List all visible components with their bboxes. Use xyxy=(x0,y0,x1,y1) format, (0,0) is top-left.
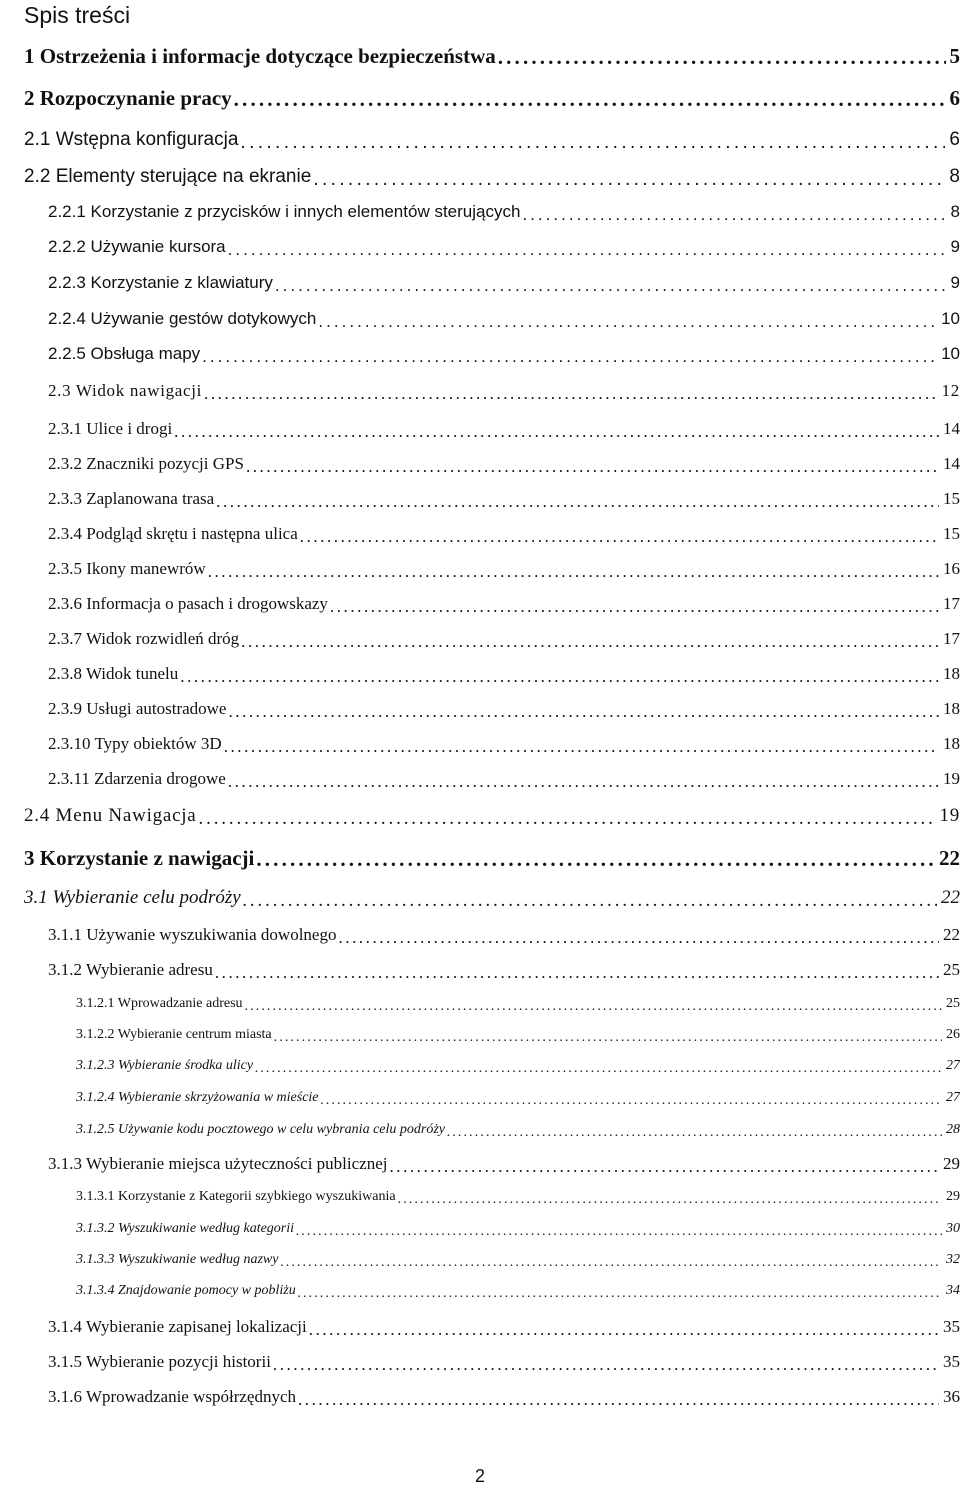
toc-entry[interactable] xyxy=(48,629,960,655)
toc-entry[interactable] xyxy=(48,344,960,370)
toc-entry-page: 36 xyxy=(941,1387,960,1407)
toc-entry-page: 35 xyxy=(941,1317,960,1337)
toc-entry-title: 2.2.4 Używanie gestów dotykowych xyxy=(48,309,316,329)
toc-leader xyxy=(447,1122,942,1144)
toc-entry-title: 3.1.2.1 Wprowadzanie adresu xyxy=(76,996,243,1012)
toc-entry-title: 3.1.5 Wybieranie pozycji historii xyxy=(48,1352,271,1372)
toc-entry[interactable] xyxy=(76,1122,960,1144)
toc-entry-title: 3.1.2.5 Używanie kodu pocztowego w celu wybrania celu podróży xyxy=(76,1122,445,1138)
toc-entry[interactable] xyxy=(48,1387,960,1413)
toc-leader xyxy=(256,846,935,876)
toc-entry-title: 2 Rozpoczynanie pracy xyxy=(24,86,232,111)
toc-leader xyxy=(274,1027,942,1049)
toc-entry-page: 27 xyxy=(944,1090,960,1106)
toc-entry[interactable] xyxy=(76,1189,960,1211)
toc-entry-title: 2.3.3 Zaplanowana trasa xyxy=(48,489,214,509)
toc-entry-title: 3.1 Wybieranie celu podróży xyxy=(24,887,241,909)
toc-leader xyxy=(280,1252,942,1274)
toc-entry-page: 18 xyxy=(941,699,960,719)
toc-entry-title: 2.3.7 Widok rozwidleń dróg xyxy=(48,629,239,649)
toc-entry-title: 3.1.4 Wybieranie zapisanej lokalizacji xyxy=(48,1317,307,1337)
toc-leader xyxy=(275,273,947,299)
toc-leader xyxy=(199,805,936,833)
toc-entry-title: 2.3.1 Ulice i drogi xyxy=(48,419,172,439)
toc-entry-page: 30 xyxy=(944,1221,960,1237)
toc-entry-title: 1 Ostrzeżenia i informacje dotyczące bezpieczeństwa xyxy=(24,44,496,69)
toc-leader xyxy=(228,237,947,263)
toc-leader xyxy=(321,1090,942,1112)
toc-leader xyxy=(298,1283,942,1305)
toc-entry[interactable] xyxy=(48,237,960,263)
toc-leader xyxy=(180,664,939,690)
toc-entry[interactable] xyxy=(48,309,960,335)
toc-entry[interactable] xyxy=(48,202,960,228)
toc-entry[interactable] xyxy=(48,273,960,299)
toc-entry[interactable] xyxy=(76,1283,960,1305)
toc-entry-title: 2.3.11 Zdarzenia drogowe xyxy=(48,769,226,789)
toc-entry-page: 34 xyxy=(944,1283,960,1299)
toc-entry[interactable] xyxy=(48,419,960,445)
toc-entry-title: 3.1.1 Używanie wyszukiwania dowolnego xyxy=(48,925,336,945)
toc-entry-page: 10 xyxy=(939,344,960,364)
toc-entry[interactable] xyxy=(24,805,960,833)
toc-entry[interactable] xyxy=(48,454,960,480)
toc-entry-page: 22 xyxy=(939,887,960,909)
toc-entry[interactable] xyxy=(48,1352,960,1378)
toc-entry-title: 2.2 Elementy sterujące na ekranie xyxy=(24,166,311,188)
toc-leader xyxy=(318,309,937,335)
toc-entry-title: 3.1.2 Wybieranie adresu xyxy=(48,960,213,980)
toc-leader xyxy=(240,129,945,157)
toc-entry[interactable] xyxy=(24,86,960,116)
toc-entry-title: 2.3.8 Widok tunelu xyxy=(48,664,178,684)
toc-entry-page: 22 xyxy=(937,846,960,871)
toc-entry-page: 14 xyxy=(941,454,960,474)
toc-entry-page: 25 xyxy=(944,996,960,1012)
toc-entry-title: 2.3.6 Informacja o pasach i drogowskazy xyxy=(48,594,328,614)
toc-entry-page: 6 xyxy=(948,86,960,111)
toc-entry[interactable] xyxy=(76,996,960,1018)
toc-entry[interactable] xyxy=(24,887,960,915)
toc-entry[interactable] xyxy=(24,166,960,194)
toc-entry-page: 25 xyxy=(941,960,960,980)
toc-leader xyxy=(298,1387,939,1413)
toc-leader xyxy=(246,454,939,480)
toc-entry[interactable] xyxy=(76,1221,960,1243)
toc-entry-title: 2.2.3 Korzystanie z klawiatury xyxy=(48,273,273,293)
toc-entry-page: 10 xyxy=(939,309,960,329)
toc-entry-page: 28 xyxy=(944,1122,960,1138)
toc-entry-page: 8 xyxy=(947,166,960,188)
toc-leader xyxy=(313,166,945,194)
toc-entry-title: 2.1 Wstępna konfiguracja xyxy=(24,129,238,151)
toc-leader xyxy=(228,699,939,725)
toc-entry-page: 27 xyxy=(944,1058,960,1074)
toc-entry[interactable] xyxy=(48,559,960,585)
toc-entry[interactable] xyxy=(48,734,960,760)
toc-entry-title: 2.3 Widok nawigacji xyxy=(48,381,202,401)
toc-leader xyxy=(228,769,939,795)
page-number: 2 xyxy=(0,1466,960,1487)
toc-leader xyxy=(338,925,939,951)
toc-entry-page: 26 xyxy=(944,1027,960,1043)
toc-entry-page: 19 xyxy=(941,769,960,789)
toc-entry-page: 17 xyxy=(941,594,960,614)
toc-entry-page: 18 xyxy=(941,664,960,684)
toc-entry-title: 3.1.3 Wybieranie miejsca użyteczności publicznej xyxy=(48,1154,387,1174)
toc-entry-page: 32 xyxy=(944,1252,960,1268)
toc-entry[interactable] xyxy=(48,381,960,407)
toc-entry-page: 8 xyxy=(949,202,960,222)
toc-leader xyxy=(208,559,939,585)
toc-entry-title: 3.1.3.4 Znajdowanie pomocy w pobliżu xyxy=(76,1283,296,1299)
toc-leader xyxy=(522,202,946,228)
toc-leader xyxy=(300,524,939,550)
toc-entry[interactable] xyxy=(24,846,960,876)
toc-leader xyxy=(389,1154,939,1180)
toc-leader xyxy=(255,1058,942,1080)
toc-entry[interactable] xyxy=(48,925,960,951)
toc-heading: Spis treści xyxy=(24,0,130,30)
toc-leader xyxy=(245,996,942,1018)
toc-entry[interactable] xyxy=(24,44,960,74)
toc-leader xyxy=(330,594,939,620)
toc-entry[interactable] xyxy=(76,1027,960,1049)
toc-entry[interactable] xyxy=(48,960,960,986)
toc-leader xyxy=(204,381,938,407)
toc-entry[interactable] xyxy=(48,489,960,515)
toc-leader xyxy=(296,1221,942,1243)
toc-entry-title: 3.1.2.4 Wybieranie skrzyżowania w mieście xyxy=(76,1090,319,1106)
toc-leader xyxy=(241,629,939,655)
toc-entry[interactable] xyxy=(48,769,960,795)
toc-leader xyxy=(498,44,946,74)
toc-entry[interactable] xyxy=(48,1317,960,1343)
toc-entry-title: 2.3.2 Znaczniki pozycji GPS xyxy=(48,454,244,474)
toc-entry-title: 3.1.2.3 Wybieranie środka ulicy xyxy=(76,1058,253,1074)
toc-entry-page: 12 xyxy=(940,381,960,401)
toc-entry-title: 2.3.4 Podgląd skrętu i następna ulica xyxy=(48,524,298,544)
toc-entry-page: 22 xyxy=(941,925,960,945)
toc-entry-page: 29 xyxy=(944,1189,960,1205)
toc-entry-title: 2.3.10 Typy obiektów 3D xyxy=(48,734,222,754)
toc-entry[interactable] xyxy=(48,664,960,690)
toc-entry-page: 6 xyxy=(947,129,960,151)
toc-entry-title: 3.1.2.2 Wybieranie centrum miasta xyxy=(76,1027,272,1043)
toc-entry[interactable] xyxy=(48,1154,960,1180)
toc-entry-title: 3.1.3.2 Wyszukiwanie według kategorii xyxy=(76,1221,294,1237)
toc-entry-page: 14 xyxy=(941,419,960,439)
toc-leader xyxy=(273,1352,939,1378)
toc-entry-page: 19 xyxy=(937,805,960,827)
toc-entry-page: 16 xyxy=(941,559,960,579)
toc-entry[interactable] xyxy=(48,524,960,550)
toc-entry-page: 35 xyxy=(941,1352,960,1372)
toc-leader xyxy=(215,960,939,986)
toc-entry[interactable] xyxy=(48,699,960,725)
toc-entry-page: 18 xyxy=(941,734,960,754)
toc-entry-page: 15 xyxy=(941,489,960,509)
toc-entry-title: 3.1.6 Wprowadzanie współrzędnych xyxy=(48,1387,296,1407)
toc-entry-title: 3.1.3.1 Korzystanie z Kategorii szybkiego wyszukiwania xyxy=(76,1189,396,1205)
toc-entry[interactable] xyxy=(24,129,960,157)
toc-leader xyxy=(398,1189,942,1211)
toc-entry-title: 3 Korzystanie z nawigacji xyxy=(24,846,254,871)
toc-entry[interactable] xyxy=(76,1058,960,1080)
toc-entry-title: 2.2.2 Używanie kursora xyxy=(48,237,226,257)
toc-leader xyxy=(174,419,939,445)
toc-entry-page: 5 xyxy=(948,44,960,69)
toc-entry-title: 2.3.5 Ikony manewrów xyxy=(48,559,206,579)
toc-entry-title: 2.2.5 Obsługa mapy xyxy=(48,344,200,364)
toc-entry-page: 9 xyxy=(949,273,960,293)
toc-leader xyxy=(202,344,937,370)
toc-leader xyxy=(216,489,939,515)
toc-leader xyxy=(234,86,946,116)
toc-entry[interactable] xyxy=(76,1252,960,1274)
toc-entry-page: 15 xyxy=(941,524,960,544)
toc-leader xyxy=(243,887,937,915)
toc-entry-page: 29 xyxy=(941,1154,960,1174)
toc-leader xyxy=(309,1317,939,1343)
toc-entry-title: 2.2.1 Korzystanie z przycisków i innych elementów sterujących xyxy=(48,202,520,222)
toc-entry-title: 3.1.3.3 Wyszukiwanie według nazwy xyxy=(76,1252,278,1268)
toc-entry[interactable] xyxy=(48,594,960,620)
toc-entry-page: 17 xyxy=(941,629,960,649)
toc-entry-page: 9 xyxy=(949,237,960,257)
toc-leader xyxy=(224,734,939,760)
toc-entry[interactable] xyxy=(76,1090,960,1112)
toc-entry-title: 2.3.9 Usługi autostradowe xyxy=(48,699,226,719)
toc-entry-title: 2.4 Menu Nawigacja xyxy=(24,805,197,827)
